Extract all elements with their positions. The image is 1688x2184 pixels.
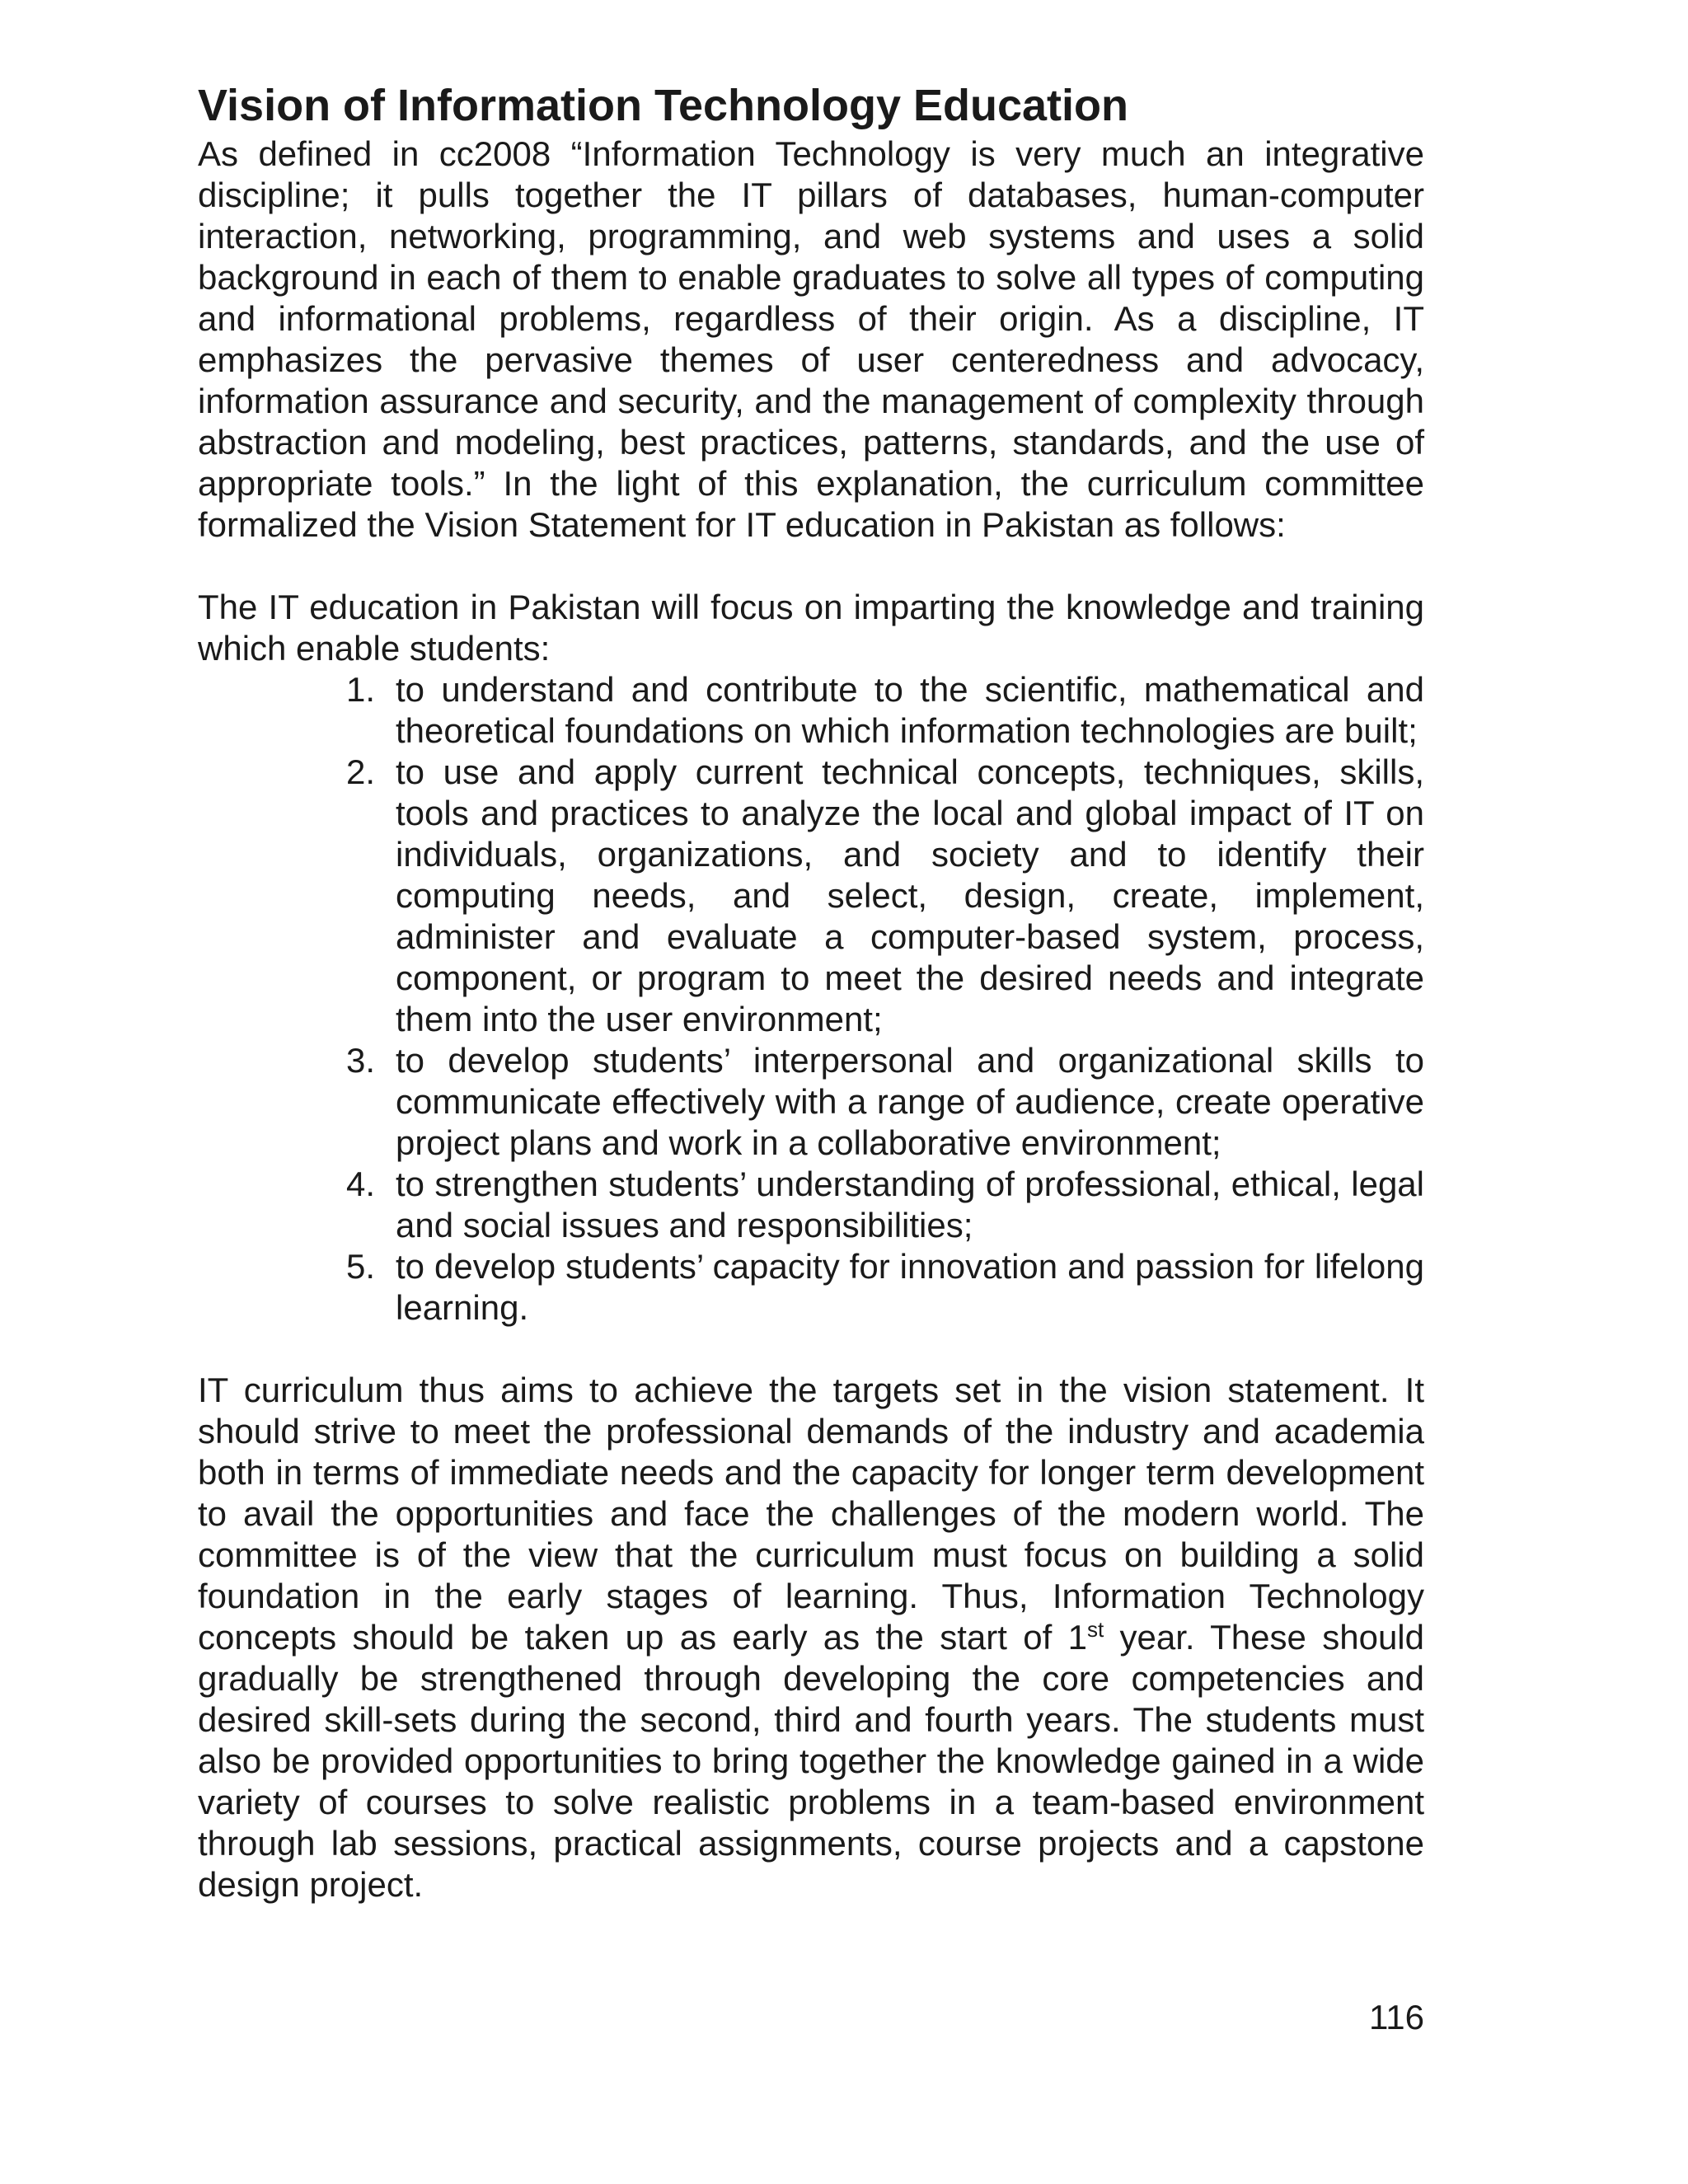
vision-lead-paragraph: The IT education in Pakistan will focus on imparting the knowledge and training which enable students: [198,588,1424,668]
closing-text-part2: year. These should gradually be strengthened through developing the core competencies and desired skill-sets during the second, third and fourth years. The students must also be provided opportunities to bring together the knowledge gained in a wide variety of courses to solve realistic problems in a team-based environment through lab sessions, practical assignments, course projects and a capstone design project. [198,1618,1424,1904]
page-title: Vision of Information Technology Education [198,81,1129,130]
document-page [198,79,1424,1905]
list-item-text: to develop students’ capacity for innovation and passion for lifelong learning. [396,1247,1424,1327]
list-item-text: to strengthen students’ understanding of professional, ethical, legal and social issues and responsibilities; [396,1165,1424,1244]
list-item-number: 4. [346,1165,376,1203]
page-number: 116 [1369,1998,1424,2036]
list-item-number: 1. [346,670,376,709]
list-item-number: 2. [346,752,376,791]
closing-text-part1: IT curriculum thus aims to achieve the targets set in the vision statement. It should strive to meet the professional demands of the industry and academia both in terms of immediate needs and the capacity for longer term development to avail the opportunities and face the challenges of the modern world. The committee is of the view that the curriculum must focus on building a solid foundation in the early stages of learning. Thus, Information Technology concepts should be taken up as early as the start of 1 [198,1371,1424,1657]
paragraph-spacer [198,546,1424,587]
list-item-text: to develop students’ interpersonal and organizational skills to communicate effectively with a range of audience, create operative project plans and work in a collaborative environment; [396,1041,1424,1162]
closing-paragraph [198,1370,1424,1905]
list-item [346,1246,1424,1329]
list-item-text: to use and apply current technical concepts, techniques, skills, tools and practices to analyze the local and global impact of IT on individuals, organizations, and society and to identify their computing needs, and select, design, create, implement, administer and evaluate a computer-based system, process, component, or program to meet the desired needs and integrate them into the user environment; [396,752,1424,1038]
list-item [346,669,1424,752]
list-item [346,752,1424,1040]
list-item-number: 3. [346,1041,376,1080]
intro-paragraph: As defined in cc2008 “Information Technology is very much an integrative discipline; it pulls together the IT pillars of databases, human-computer interaction, networking, programming, and web systems and uses a solid background in each of them to enable graduates to solve all types of computing and informational problems, regardless of their origin. As a discipline, IT emphasizes the pervasive themes of user centeredness and advocacy, information assurance and security, and the management of complexity through abstraction and modeling, best practices, patterns, standards, and the use of appropriate tools.” In the light of this explanation, the curriculum committee formalized the Vision Statement for IT education in Pakistan as follows: [198,134,1424,544]
list-item [346,1040,1424,1164]
list-item-number: 5. [346,1247,376,1286]
paragraph-spacer [198,1329,1424,1370]
list-item [346,1164,1424,1246]
ordinal-superscript: st [1086,1617,1104,1642]
vision-list [198,669,1424,1329]
list-item-text: to understand and contribute to the scientific, mathematical and theoretical foundations on which information technologies are built; [396,670,1424,750]
